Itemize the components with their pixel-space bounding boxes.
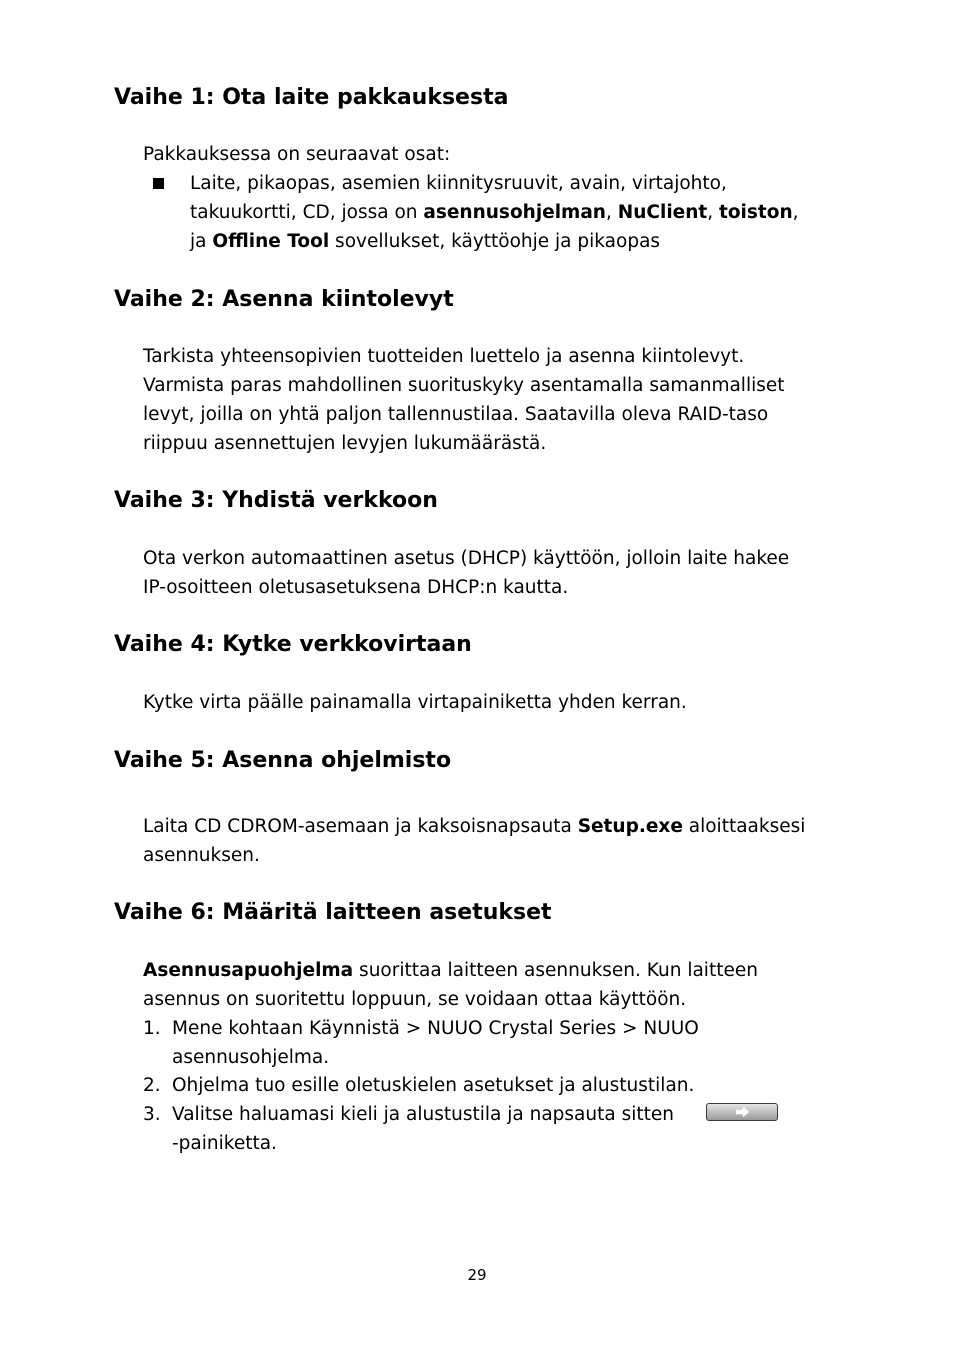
setup-wizard-label: Asennusapuohjelma: [143, 960, 354, 981]
heading-step-6: Vaihe 6: Määritä laitteen asetukset: [114, 900, 552, 925]
packaging-line-2: takuukortti, CD, jossa on asennusohjelman, NuClient, toiston,: [190, 202, 799, 223]
next-button-image: [706, 1103, 778, 1121]
disks-paragraph: Tarkista yhteensopivien tuotteiden luettelo ja asenna kiintolevyt. Varmista paras mahdollinen suorituskyky asentamalla samanmalliset levyt, joilla on yhtä paljon tallennustilaa. Saatavilla oleva RAID-taso riippuu asennettujen levyjen lukumäärästä.: [143, 346, 785, 454]
software-paragraph: Laita CD CDROM-asemaan ja kaksoisnapsauta Setup.exe aloittaaksesi asennuksen.: [143, 816, 806, 866]
page-number: 29: [467, 1266, 487, 1284]
heading-step-5: Vaihe 5: Asenna ohjelmisto: [114, 748, 452, 773]
power-paragraph: Kytke virta päälle painamalla virtapainiketta yhden kerran.: [143, 692, 687, 713]
heading-step-4: Vaihe 4: Kytke verkkovirtaan: [114, 632, 472, 657]
step-number-1: 1.: [143, 1018, 161, 1039]
packaging-contents: [190, 169, 799, 256]
step-2-text: Ohjelma tuo esille oletuskielen asetukset ja alustustilan.: [172, 1075, 695, 1096]
step-number-3: 3.: [143, 1104, 161, 1125]
step-3-text: Valitse haluamasi kieli ja alustustila ja napsauta sitten -painiketta.: [172, 1104, 674, 1154]
arrow-right-icon: [736, 1107, 750, 1117]
heading-step-3: Vaihe 3: Yhdistä verkkoon: [114, 488, 438, 513]
heading-step-2: Vaihe 2: Asenna kiintolevyt: [114, 287, 454, 312]
bullet-square-icon: [153, 178, 164, 189]
packaging-line-1: Laite, pikaopas, asemien kiinnitysruuvit, avain, virtajohto,: [190, 173, 727, 194]
setup-intro-paragraph: Asennusapuohjelma suorittaa laitteen asennuksen. Kun laitteen asennus on suoritettu loppuun, se voidaan ottaa käyttöön.: [143, 960, 758, 1010]
step-1-text: Mene kohtaan Käynnistä > NUUO Crystal Series > NUUO asennusohjelma.: [172, 1018, 699, 1068]
packaging-intro: Pakkauksessa on seuraavat osat:: [143, 144, 451, 165]
network-paragraph: Ota verkon automaattinen asetus (DHCP) käyttöön, jolloin laite hakee IP-osoitteen oletusasetuksena DHCP:n kautta.: [143, 548, 790, 598]
packaging-line-3: ja Offline Tool sovellukset, käyttöohje ja pikaopas: [190, 231, 661, 252]
setup-exe-label: Setup.exe: [577, 816, 683, 837]
step-number-2: 2.: [143, 1075, 161, 1096]
heading-step-1: Vaihe 1: Ota laite pakkauksesta: [114, 85, 509, 110]
